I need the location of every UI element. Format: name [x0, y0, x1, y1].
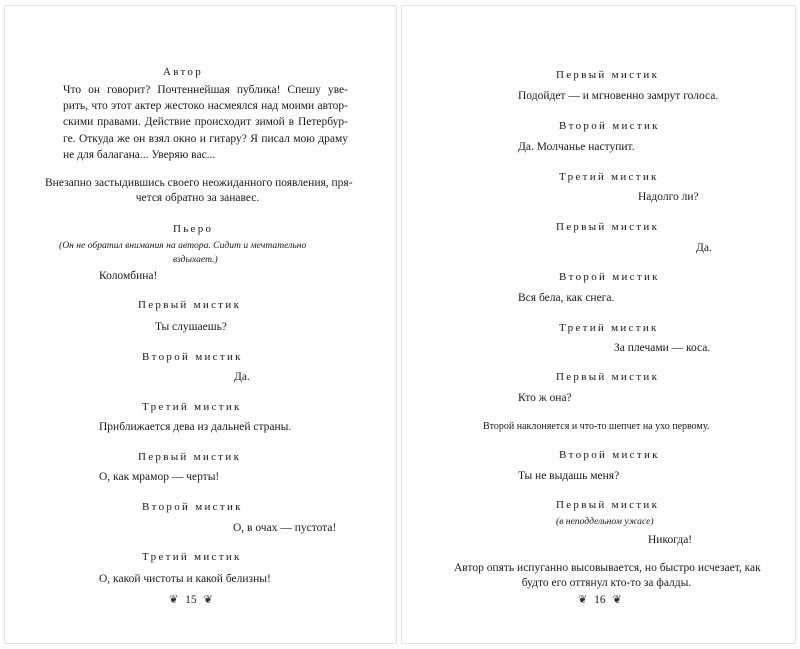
page-number	[578, 593, 622, 606]
line: Да.	[696, 242, 712, 254]
ornament-right-icon: ❦	[612, 594, 622, 606]
line: Да. Молчанье наступит.	[518, 141, 635, 153]
speaker: Второй мистик	[142, 501, 243, 513]
speaker: Первый мистик	[556, 371, 660, 383]
left-page	[4, 5, 397, 644]
author-heading: Автор	[163, 66, 204, 78]
stage-direction-line: Автор опять испуганно высовывается, но быстро исчезает, как	[454, 562, 761, 574]
speaker: Первый мистик	[556, 69, 660, 81]
speaker: Второй мистик	[142, 351, 243, 363]
page-number	[169, 593, 213, 606]
speaker: Первый мистик	[556, 221, 660, 233]
line: Никогда!	[648, 534, 693, 546]
line: Вся бела, как снега.	[518, 292, 615, 304]
pierrot-line: Коломбина!	[99, 270, 158, 282]
right-page	[401, 5, 796, 644]
speaker: Третий мистик	[559, 322, 659, 334]
line: Ты слушаешь?	[155, 321, 227, 333]
stage-direction-line: Внезапно застыдившись своего неожиданного появления, пря-	[45, 177, 353, 189]
page-number-text: 15	[185, 594, 197, 606]
speaker: Первый мистик	[556, 499, 660, 511]
stage-direction: Второй наклоняется и что-то шепчет на ухо первому.	[483, 421, 710, 432]
ornament-left-icon: ❦	[578, 594, 588, 606]
ornament-right-icon: ❦	[203, 594, 213, 606]
author-speech-line: рить, что этот актер жестоко насмеялся над моими автор-	[63, 100, 348, 113]
author-speech-line: скими правами. Действие происходит зимой в Петербур-	[63, 116, 348, 129]
line: О, как мрамор — черты!	[99, 471, 220, 483]
page-number-text: 16	[594, 594, 606, 606]
line: Надолго ли?	[638, 191, 699, 203]
author-speech-line: не для балагана... Уверяю вас...	[63, 148, 216, 161]
author-speech-line: ге. Откуда же он взял окно и гитару? Я писал мою драму	[63, 132, 348, 145]
line: Приближается дева из дальней страны.	[99, 421, 292, 433]
speaker: Второй мистик	[559, 120, 660, 132]
speaker: Третий мистик	[559, 171, 659, 183]
speaker: Второй мистик	[559, 271, 660, 283]
line: Да.	[234, 371, 250, 383]
pierrot-direction: вздыхает.)	[173, 254, 218, 265]
line: Подойдет — и мгновенно замрут голоса.	[518, 90, 719, 102]
ornament-left-icon: ❦	[169, 594, 179, 606]
line: О, какой чистоты и какой белизны!	[99, 573, 271, 585]
stage-direction-line: чется обратно за занавес.	[135, 192, 260, 204]
pierrot-heading: Пьеро	[173, 223, 214, 235]
stage-direction	[45, 176, 353, 206]
speaker: Третий мистик	[142, 401, 242, 413]
line: Кто ж она?	[518, 392, 572, 404]
speaker: Третий мистик	[142, 551, 242, 563]
line: За плечами — коса.	[614, 342, 711, 354]
speaker: Второй мистик	[559, 449, 660, 461]
speaker: Первый мистик	[138, 299, 242, 311]
stage-direction	[454, 561, 759, 591]
speaker: Первый мистик	[138, 451, 242, 463]
line: О, в очах — пустота!	[233, 522, 337, 534]
stage-direction-line: будто его оттянул кто-то за фалды.	[521, 577, 692, 589]
speaker-direction: (в неподдельном ужасе)	[556, 516, 654, 527]
author-speech-line: Что он говорит? Почтеннейшая публика! Спешу уве-	[63, 84, 348, 96]
line: Ты не выдашь меня?	[518, 470, 620, 482]
author-speech	[63, 82, 348, 163]
pierrot-direction: (Он не обратил внимания на автора. Сидит и мечтательно	[59, 240, 307, 251]
